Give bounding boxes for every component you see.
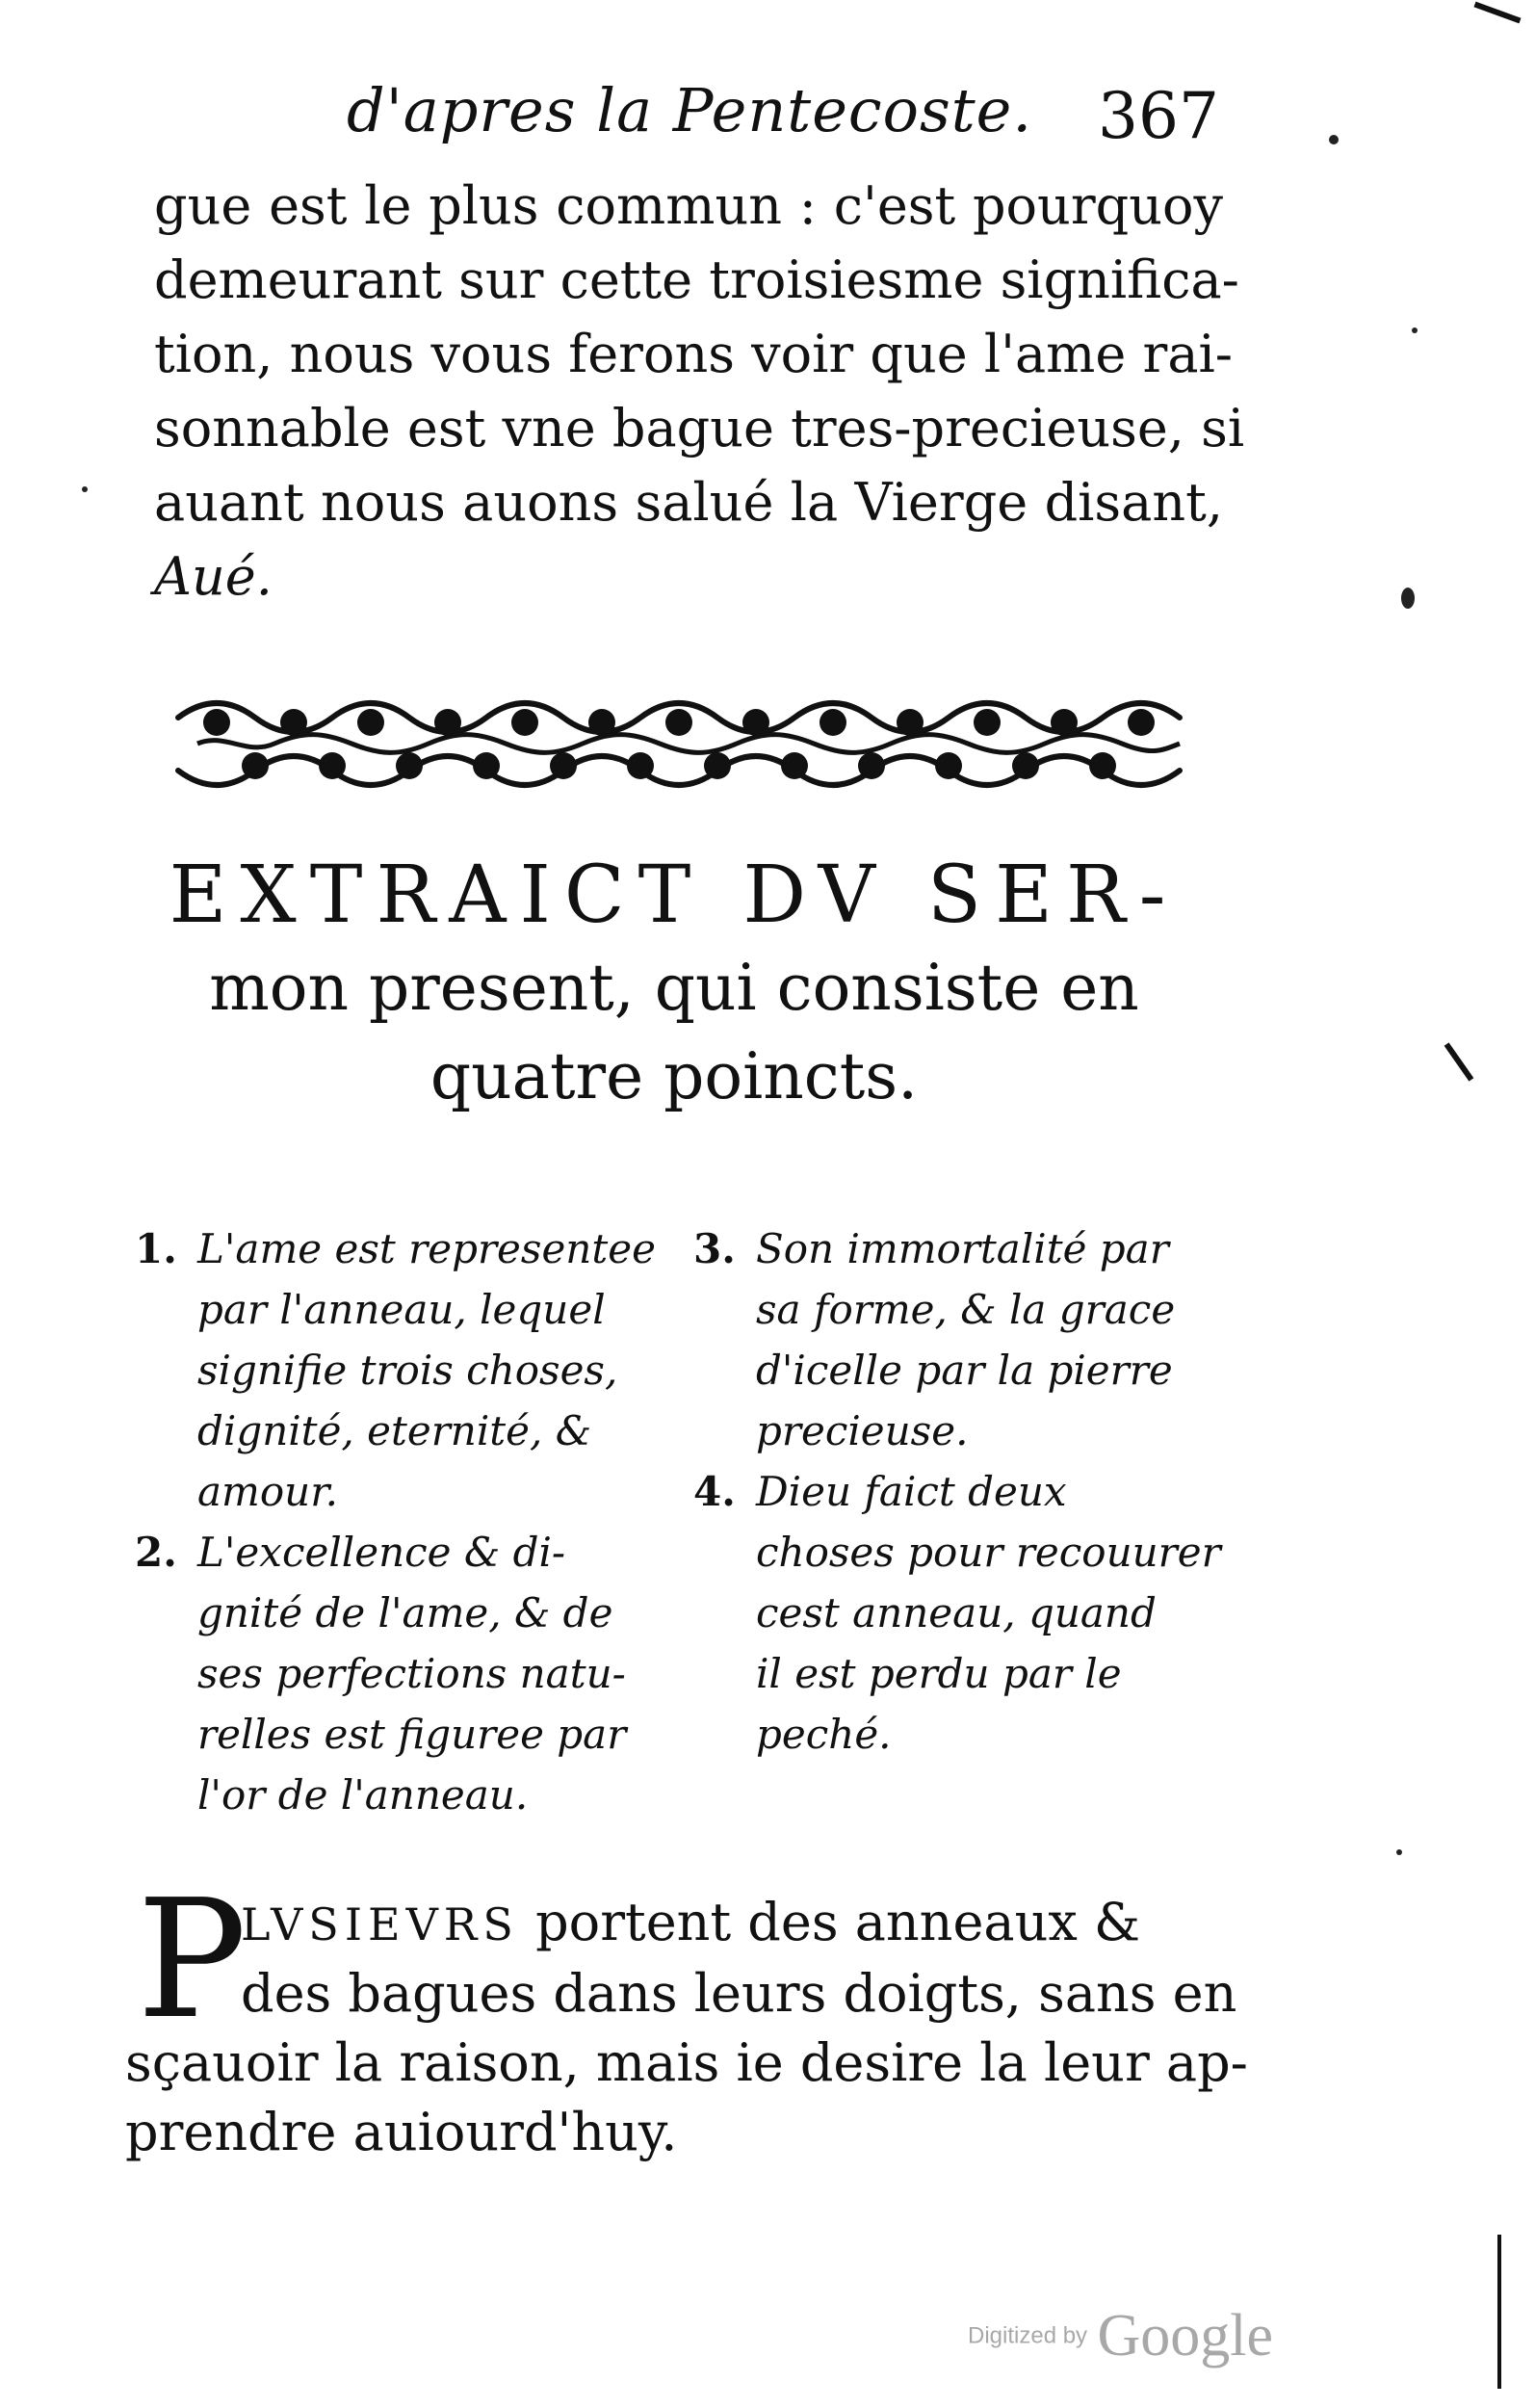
scan-speck: [82, 486, 88, 492]
point-line: peché.: [756, 1711, 892, 1758]
text-line: sonnable est vne bague tres-precieuse, si: [154, 398, 1245, 458]
running-head: d'apres la Pentecoste.: [347, 75, 1033, 145]
heading-line-3: quatre poincts.: [429, 1039, 919, 1113]
point-line: gnité de l'ame, & de: [197, 1589, 613, 1636]
text-line: gue est le plus commun : c'est pourquoy: [154, 175, 1223, 236]
text-line: sçauoir la raison, mais ie desire la leur ap-: [125, 2032, 1248, 2093]
summary-point: [135, 1218, 656, 1522]
point-line: dignité, eternité, &: [197, 1407, 592, 1454]
scan-speck: [1412, 327, 1418, 333]
point-number: 3.: [693, 1225, 736, 1272]
scan-edge-mark: [1444, 1042, 1474, 1081]
scan-speck: [1329, 135, 1339, 144]
watermark-brand: Google: [1097, 2303, 1274, 2369]
text-line: demeurant sur cette troisiesme significa-: [154, 249, 1239, 310]
point-line: signifie trois choses,: [197, 1347, 618, 1394]
continued-paragraph: [154, 169, 1245, 614]
point-line: choses pour recouurer: [756, 1529, 1221, 1576]
summary-point: [693, 1461, 1221, 1765]
section-heading: [135, 848, 1213, 1121]
summary-points: [135, 1218, 1221, 1835]
point-line: L'excellence & di-: [197, 1529, 566, 1576]
text-line: des bagues dans leurs doigts, sans en: [241, 1963, 1237, 2024]
scan-edge-mark: [1497, 2235, 1501, 2389]
heading-line-1: EXTRAICT DV SER-: [169, 850, 1180, 941]
point-line: Dieu faict deux: [756, 1468, 1067, 1515]
point-line: L'ame est representee: [197, 1225, 656, 1272]
summary-point: [135, 1522, 636, 1825]
text-line: [125, 1888, 1194, 1959]
point-line: amour.: [197, 1468, 339, 1515]
page-number: 367: [1098, 79, 1219, 153]
text-fragment: portent des anneaux &: [518, 1892, 1141, 1952]
point-line: l'or de l'anneau.: [197, 1771, 529, 1819]
text-line: tion, nous vous ferons voir que l'ame rai-: [154, 324, 1234, 384]
scan-edge-mark: [1473, 2, 1521, 24]
drop-cap: P: [137, 1865, 247, 2055]
point-line: Son immortalité par: [756, 1225, 1169, 1272]
point-line: sa forme, & la grace: [756, 1286, 1176, 1333]
scan-speck: [1401, 588, 1415, 609]
text-line: prendre auiourd'huy.: [125, 2102, 678, 2162]
heading-line-2: mon present, qui consiste en: [209, 951, 1139, 1025]
summary-column-right: [693, 1218, 1221, 1765]
text-line: auant nous auons salué la Vierge disant,: [154, 472, 1223, 533]
scan-speck: [1396, 1849, 1402, 1855]
text-line-ave: Aué.: [154, 546, 273, 607]
small-caps-word: LVSIEVRS: [241, 1898, 519, 1950]
point-line: precieuse.: [756, 1407, 969, 1454]
decorative-ornament-band: [159, 679, 1199, 804]
summary-point: [693, 1218, 1194, 1461]
point-number: 4.: [693, 1468, 736, 1515]
watermark-prefix: Digitized by: [968, 2322, 1088, 2349]
point-line: ses perfections natu-: [197, 1650, 626, 1697]
point-line: par l'anneau, lequel: [197, 1286, 606, 1333]
point-number: 1.: [135, 1225, 177, 1272]
point-line: cest anneau, quand: [756, 1589, 1157, 1636]
point-line: il est perdu par le: [756, 1650, 1122, 1697]
point-number: 2.: [135, 1529, 177, 1576]
summary-column-left: [135, 1218, 656, 1825]
point-line: d'icelle par la pierre: [756, 1347, 1173, 1394]
body-paragraph: [125, 1865, 1248, 2167]
digitization-watermark: [968, 2302, 1273, 2370]
point-line: relles est figuree par: [197, 1711, 627, 1758]
